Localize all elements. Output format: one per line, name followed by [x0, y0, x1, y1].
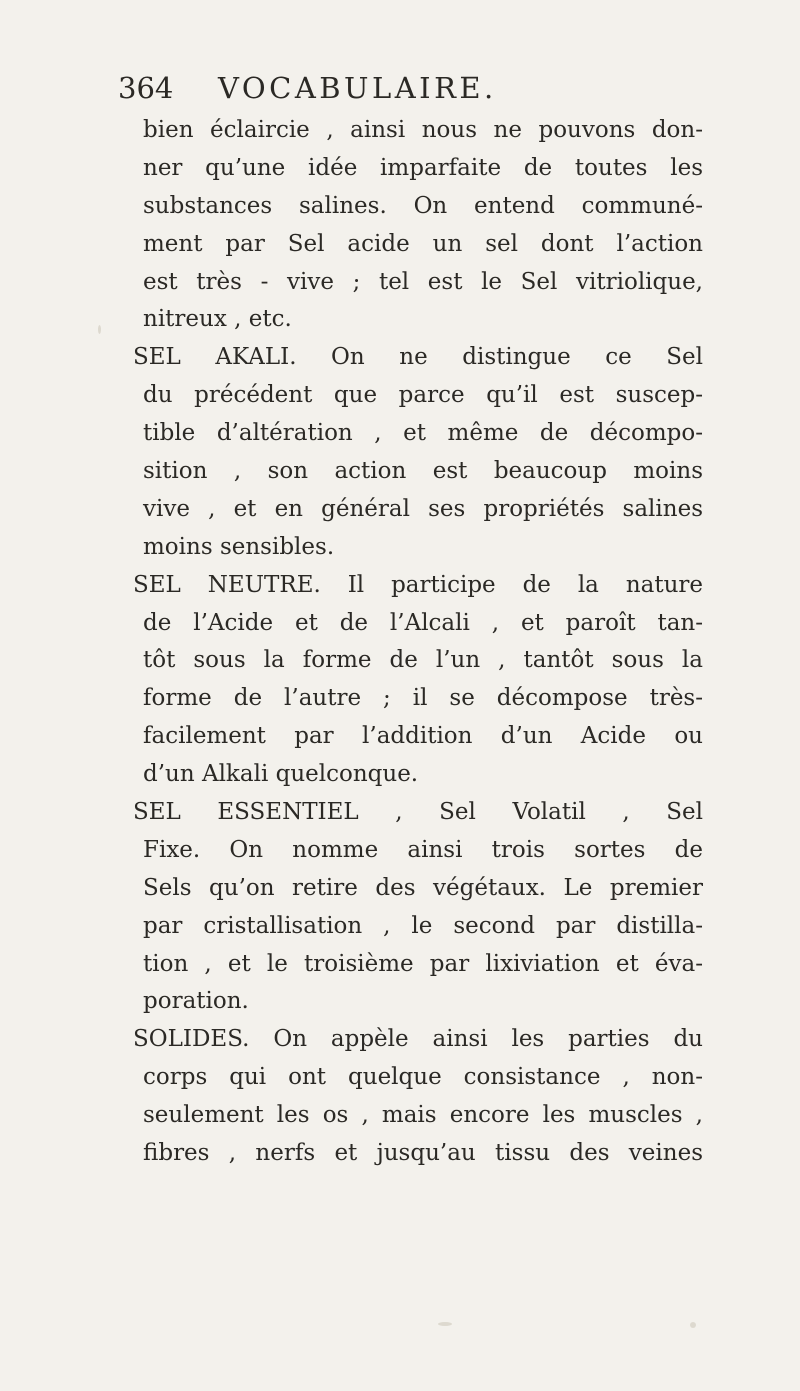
paper-speck [98, 325, 101, 334]
text-line: nitreux , etc. [143, 306, 292, 333]
text-line: ment par Sel acide un sel dont l’action [143, 230, 703, 257]
text-line: est très - vive ; tel est le Sel vitriolique, [143, 268, 703, 295]
text-line: fibres , nerfs et jusqu’au tissu des veines [143, 1140, 703, 1167]
text-line: facilement par l’addition d’un Acide ou [143, 723, 703, 750]
text-line: Sels qu’on retire des végétaux. Le premier [143, 874, 703, 901]
text-line: poration. [143, 988, 249, 1015]
text-line: d’un Alkali quelconque. [143, 761, 419, 788]
text-line: moins sensibles. [143, 533, 335, 560]
page-header [118, 66, 678, 110]
text-line: SEL AKALI. On ne distingue ce Sel [133, 344, 703, 371]
text-line: tôt sous la forme de l’un , tantôt sous la [143, 647, 703, 674]
text-line: par cristallisation , le second par distilla- [143, 912, 703, 939]
text-line: corps qui ont quelque consistance , non- [143, 1064, 703, 1091]
text-line: SOLIDES. On appèle ainsi les parties du [133, 1026, 703, 1053]
text-line: de l’Acide et de l’Alcali , et paroît tan- [143, 609, 703, 636]
text-line: bien éclaircie , ainsi nous ne pouvons don- [143, 117, 703, 143]
text-line: sition , son action est beaucoup moins [143, 458, 703, 485]
text-line: vive , et en général ses propriétés salines [143, 495, 703, 522]
body-text [133, 112, 703, 1173]
text-line: substances salines. On entend communé- [143, 192, 703, 219]
paper-speck [690, 1322, 696, 1328]
text-line: seulement les os , mais encore les muscles , [143, 1102, 703, 1129]
paper-speck [438, 1322, 452, 1326]
text-line: Fixe. On nomme ainsi trois sortes de [143, 836, 703, 863]
text-line: ner qu’une idée imparfaite de toutes les [143, 154, 703, 181]
running-title: VOCABULAIRE. [218, 71, 497, 105]
text-line: du précédent que parce qu’il est suscep- [143, 382, 703, 409]
text-line: tible d’altération , et même de décompo- [143, 420, 703, 447]
text-line: tion , et le troisième par lixiviation et éva- [143, 950, 703, 977]
text-line: SEL ESSENTIEL , Sel Volatil , Sel [133, 799, 703, 826]
text-line: SEL NEUTRE. Il participe de la nature [133, 571, 703, 598]
page-number: 364 [118, 71, 174, 105]
text-line: forme de l’autre ; il se décompose très- [143, 685, 703, 712]
